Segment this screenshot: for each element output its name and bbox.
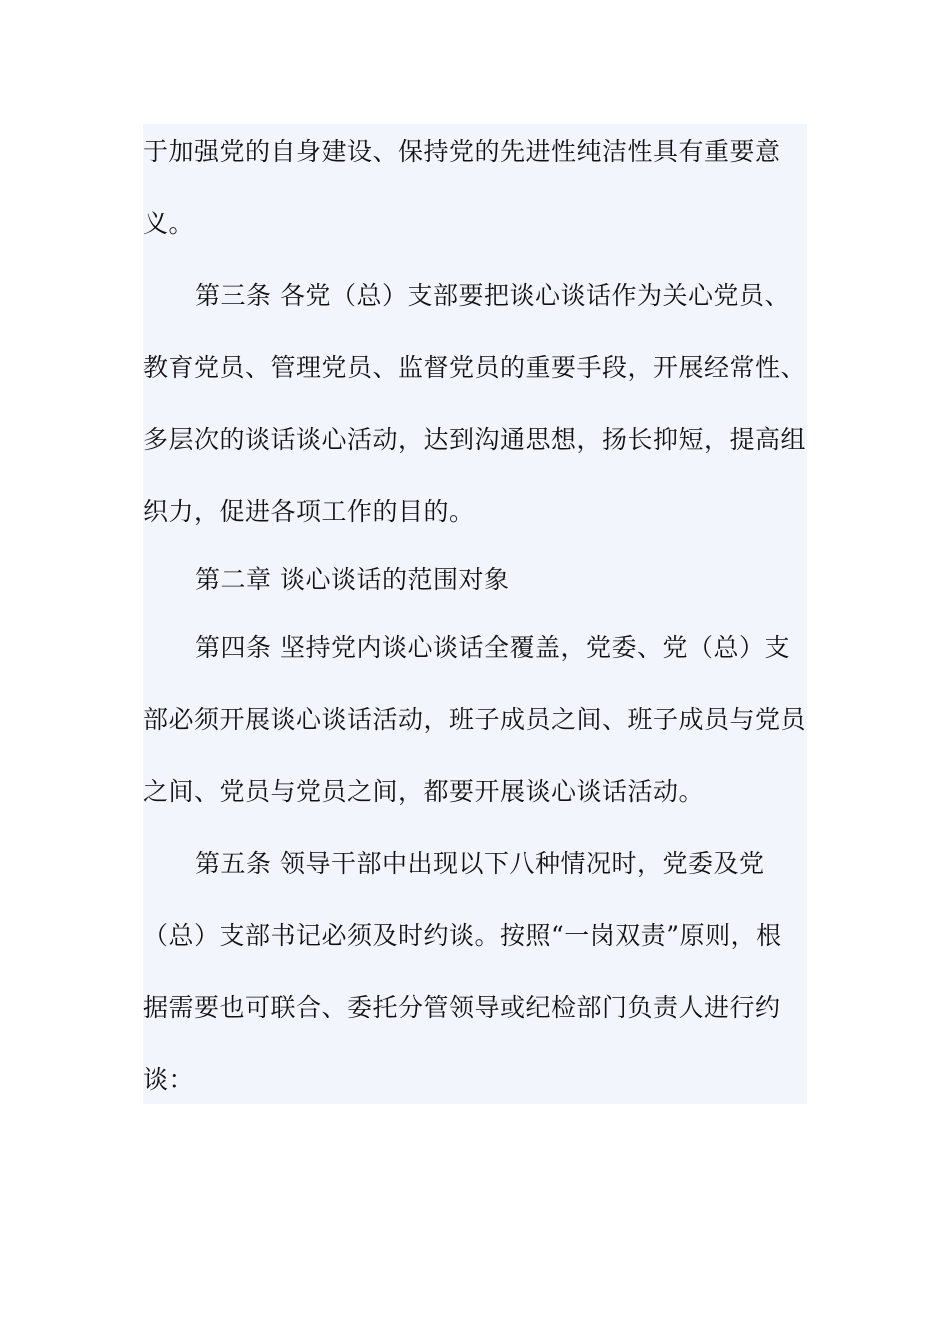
document-text-block [143,124,807,1104]
chapter-2-heading: 第二章 谈心谈话的范围对象 [195,565,510,594]
paragraph-article-5: 第五条 领导干部中出现以下八种情况时，党委及党（总）支部书记必须及时约谈。按照“一岗双责”原则，根据需要也可联合、委托分管领导或纪检部门负责人进行约谈： [143,849,782,1094]
paragraph-article-3: 第三条 各党（总）支部要把谈心谈话作为关心党员、教育党员、管理党员、监督党员的重要手段，开展经常性、多层次的谈话谈心活动，达到沟通思想，扬长抑短，提高组织力，促进各项工作的目的。 [143,281,807,526]
paragraph-article-4: 第四条 坚持党内谈心谈话全覆盖，党委、党（总）支部必须开展谈心谈话活动，班子成员之间、班子成员与党员之间、党员与党员之间，都要开展谈心谈话活动。 [143,633,807,806]
paragraph-continuation: 于加强党的自身建设、保持党的先进性纯洁性具有重要意义。 [143,137,781,238]
